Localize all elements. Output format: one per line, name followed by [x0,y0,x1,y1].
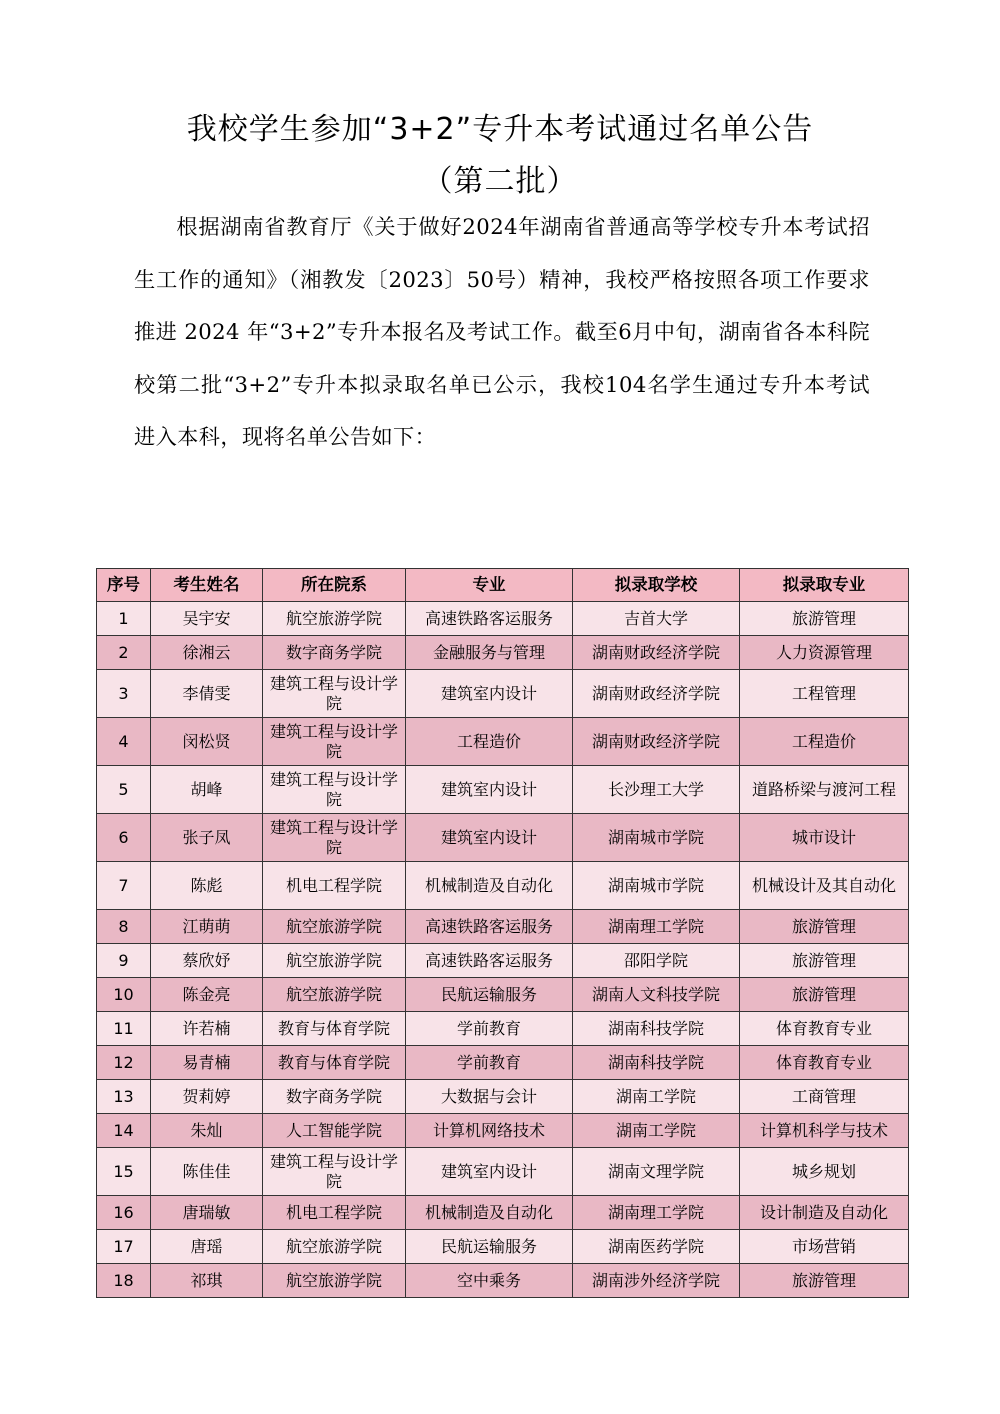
cell-target-major: 旅游管理 [740,944,909,978]
cell-target-school: 湖南医药学院 [573,1230,740,1264]
cell-department: 机电工程学院 [263,862,406,910]
table-row [97,602,909,636]
table-row [97,670,909,718]
header-cell-target-major: 拟录取专业 [740,569,909,602]
cell-major: 高速铁路客运服务 [406,944,573,978]
cell-name: 许若楠 [151,1012,263,1046]
cell-department: 航空旅游学院 [263,944,406,978]
cell-index: 12 [97,1046,151,1080]
table-row [97,944,909,978]
cell-index: 17 [97,1230,151,1264]
cell-department: 建筑工程与设计学院 [263,718,406,766]
cell-department: 教育与体育学院 [263,1012,406,1046]
cell-index: 5 [97,766,151,814]
cell-department: 数字商务学院 [263,1080,406,1114]
cell-target-school: 湖南涉外经济学院 [573,1264,740,1298]
cell-index: 18 [97,1264,151,1298]
cell-target-school: 湖南科技学院 [573,1012,740,1046]
cell-name: 蔡欣妤 [151,944,263,978]
cell-target-major: 市场营销 [740,1230,909,1264]
header-cell-index: 序号 [97,569,151,602]
cell-name: 朱灿 [151,1114,263,1148]
cell-index: 4 [97,718,151,766]
cell-name: 吴宇安 [151,602,263,636]
cell-target-school: 湖南人文科技学院 [573,978,740,1012]
header-cell-department: 所在院系 [263,569,406,602]
cell-target-school: 邵阳学院 [573,944,740,978]
cell-department: 机电工程学院 [263,1196,406,1230]
table-row [97,1196,909,1230]
cell-target-major: 旅游管理 [740,1264,909,1298]
cell-index: 10 [97,978,151,1012]
cell-target-major: 旅游管理 [740,978,909,1012]
cell-name: 陈佳佳 [151,1148,263,1196]
cell-department: 航空旅游学院 [263,602,406,636]
cell-major: 建筑室内设计 [406,814,573,862]
cell-index: 1 [97,602,151,636]
cell-target-major: 体育教育专业 [740,1046,909,1080]
cell-name: 李倩雯 [151,670,263,718]
page-subtitle: （第二批） [422,164,578,199]
cell-target-major: 计算机科学与技术 [740,1114,909,1148]
cell-target-school: 长沙理工大学 [573,766,740,814]
cell-target-major: 旅游管理 [740,602,909,636]
cell-target-school: 湖南财政经济学院 [573,636,740,670]
cell-target-school: 湖南城市学院 [573,814,740,862]
cell-index: 2 [97,636,151,670]
table-row [97,1080,909,1114]
cell-target-school: 湖南工学院 [573,1080,740,1114]
header-cell-name: 考生姓名 [151,569,263,602]
table-header [97,569,909,602]
table-row [97,1230,909,1264]
cell-major: 高速铁路客运服务 [406,602,573,636]
cell-name: 陈彪 [151,862,263,910]
cell-department: 建筑工程与设计学院 [263,814,406,862]
cell-target-major: 城乡规划 [740,1148,909,1196]
cell-index: 14 [97,1114,151,1148]
cell-target-major: 人力资源管理 [740,636,909,670]
cell-target-major: 机械设计及其自动化 [740,862,909,910]
cell-major: 民航运输服务 [406,978,573,1012]
cell-major: 高速铁路客运服务 [406,910,573,944]
cell-department: 建筑工程与设计学院 [263,766,406,814]
cell-target-school: 湖南工学院 [573,1114,740,1148]
cell-index: 9 [97,944,151,978]
cell-name: 江萌萌 [151,910,263,944]
cell-target-major: 道路桥梁与渡河工程 [740,766,909,814]
table-row [97,1148,909,1196]
cell-major: 计算机网络技术 [406,1114,573,1148]
cell-major: 民航运输服务 [406,1230,573,1264]
cell-major: 学前教育 [406,1012,573,1046]
cell-index: 7 [97,862,151,910]
cell-index: 6 [97,814,151,862]
admission-table [96,568,909,1298]
table-body [97,602,909,1298]
cell-major: 大数据与会计 [406,1080,573,1114]
cell-department: 人工智能学院 [263,1114,406,1148]
cell-major: 金融服务与管理 [406,636,573,670]
cell-target-major: 体育教育专业 [740,1012,909,1046]
cell-target-school: 湖南科技学院 [573,1046,740,1080]
table-row [97,978,909,1012]
cell-name: 贺莉婷 [151,1080,263,1114]
cell-name: 徐湘云 [151,636,263,670]
cell-target-major: 旅游管理 [740,910,909,944]
cell-major: 建筑室内设计 [406,670,573,718]
table-row [97,1114,909,1148]
cell-major: 学前教育 [406,1046,573,1080]
cell-target-school: 湖南财政经济学院 [573,670,740,718]
table-row [97,1046,909,1080]
cell-target-school: 湖南文理学院 [573,1148,740,1196]
header-cell-major: 专业 [406,569,573,602]
cell-name: 易青楠 [151,1046,263,1080]
cell-major: 机械制造及自动化 [406,862,573,910]
cell-target-major: 城市设计 [740,814,909,862]
cell-department: 航空旅游学院 [263,1264,406,1298]
cell-target-school: 湖南财政经济学院 [573,718,740,766]
cell-name: 祁琪 [151,1264,263,1298]
cell-department: 航空旅游学院 [263,1230,406,1264]
cell-name: 胡峰 [151,766,263,814]
table-row [97,766,909,814]
cell-name: 唐瑞敏 [151,1196,263,1230]
cell-target-major: 设计制造及自动化 [740,1196,909,1230]
cell-name: 闵松贤 [151,718,263,766]
cell-target-school: 湖南理工学院 [573,910,740,944]
cell-major: 机械制造及自动化 [406,1196,573,1230]
cell-index: 8 [97,910,151,944]
table-row [97,910,909,944]
cell-major: 建筑室内设计 [406,766,573,814]
cell-department: 航空旅游学院 [263,978,406,1012]
page-title: 我校学生参加“3+2”专升本考试通过名单公告 [186,112,814,147]
cell-index: 3 [97,670,151,718]
cell-name: 唐瑶 [151,1230,263,1264]
cell-department: 建筑工程与设计学院 [263,670,406,718]
intro-paragraph: 根据湖南省教育厅《关于做好2024年湖南省普通高等学校专升本考试招生工作的通知》（湘教发〔2023〕50号）精神，我校严格按照各项工作要求推进 2024 年“3+2”专升本报名及考试工作。截至6月中旬，湖南省各本科院校第二批“3+2”专升本拟录取名单已公示，我校104名学生通过专升本考试进入本科，现将名单公告如下： [134,214,870,449]
table-row [97,814,909,862]
cell-target-school: 吉首大学 [573,602,740,636]
cell-major: 空中乘务 [406,1264,573,1298]
table-row [97,1012,909,1046]
header-cell-target-school: 拟录取学校 [573,569,740,602]
cell-target-school: 湖南城市学院 [573,862,740,910]
cell-department: 教育与体育学院 [263,1046,406,1080]
table-row [97,1264,909,1298]
table-row [97,636,909,670]
cell-index: 15 [97,1148,151,1196]
cell-target-major: 工程造价 [740,718,909,766]
cell-index: 11 [97,1012,151,1046]
cell-target-school: 湖南理工学院 [573,1196,740,1230]
cell-target-major: 工程管理 [740,670,909,718]
cell-department: 航空旅游学院 [263,910,406,944]
cell-department: 数字商务学院 [263,636,406,670]
cell-index: 16 [97,1196,151,1230]
cell-target-major: 工商管理 [740,1080,909,1114]
cell-major: 工程造价 [406,718,573,766]
table-row [97,862,909,910]
cell-index: 13 [97,1080,151,1114]
cell-name: 张子凤 [151,814,263,862]
cell-major: 建筑室内设计 [406,1148,573,1196]
cell-name: 陈金亮 [151,978,263,1012]
cell-department: 建筑工程与设计学院 [263,1148,406,1196]
table-row [97,718,909,766]
